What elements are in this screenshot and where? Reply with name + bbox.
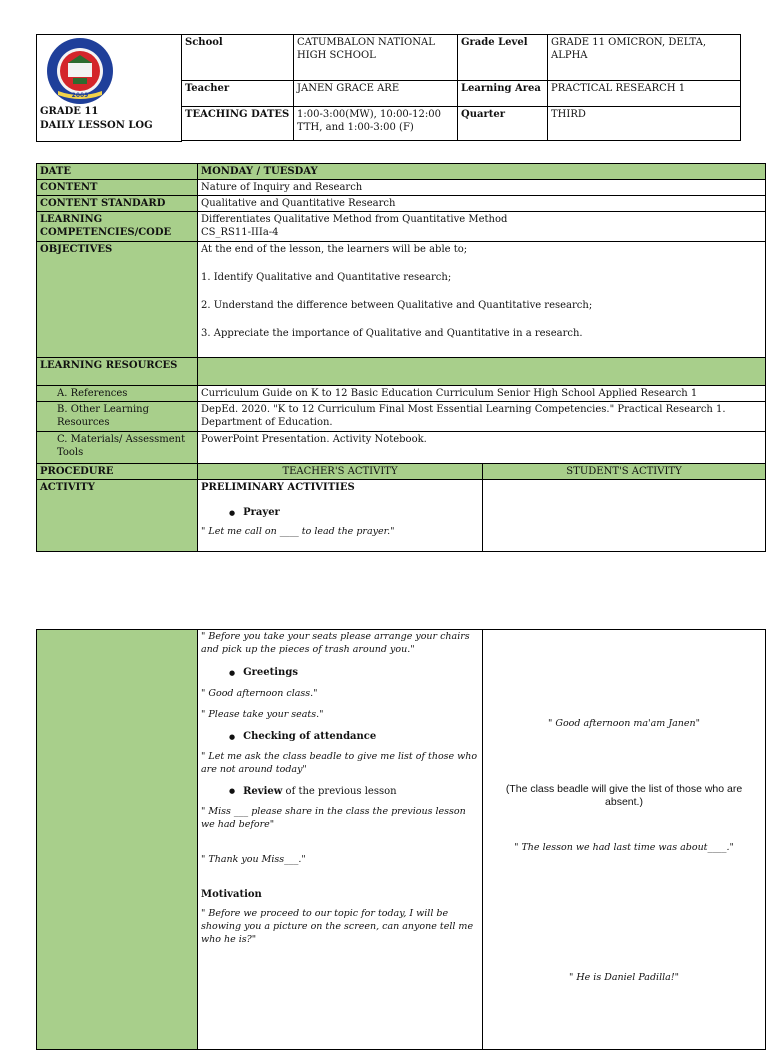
student-attendance-response: (The class beadle will give the list of those who are absent.) (505, 783, 743, 808)
prayer-bullet (201, 506, 479, 519)
objective-2: 2. Understand the difference between Qualitative and Quantitative research; (201, 300, 593, 311)
attendance-quote: " Let me ask the class beadle to give me list of those who are not around today" (201, 751, 478, 775)
grade-level-value: GRADE 11 OMICRON, DELTA, ALPHA (548, 35, 741, 81)
procedure-label: PROCEDURE (37, 464, 198, 480)
logo-year: 2009 (71, 92, 89, 99)
review-label: Review (243, 786, 283, 797)
review-bullet: ● Review of the previous lesson (229, 786, 397, 797)
materials-value: PowerPoint Presentation. Activity Notebook. (198, 432, 766, 464)
good-afternoon-quote: " Good afternoon class." (201, 688, 318, 699)
competency-text: Differentiates Qualitative Method from Quantitative Method (201, 214, 508, 225)
school-value: CATUMBALON NATIONAL HIGH SCHOOL (294, 35, 458, 81)
references-label: A. References (37, 386, 198, 402)
review-quote: " Miss ___ please share in the class the previous lesson we had before" (201, 806, 466, 830)
greetings-bullet (201, 666, 479, 679)
student-review-response: " The lesson we had last time was about____." (514, 842, 734, 853)
arrange-chairs-quote: " Before you take your seats please arrange your chairs and pick up the pieces of trash around you." (201, 631, 470, 655)
continuation-student-cell (483, 630, 766, 1050)
greetings-label: ● Greetings (243, 667, 298, 678)
continuation-label-cell (37, 630, 198, 1050)
prayer-quote: " Let me call on ____ to lead the prayer." (201, 526, 395, 537)
date-value: MONDAY / TUESDAY (198, 164, 766, 180)
school-seal-logo (40, 37, 120, 105)
student-motivation-response: " He is Daniel Padilla!" (568, 972, 680, 983)
quarter-value: THIRD (548, 107, 741, 141)
learning-resources-value (198, 358, 766, 386)
header-info-table (181, 34, 741, 141)
objective-3: 3. Appreciate the importance of Qualitative and Quantitative in a research. (201, 328, 583, 339)
quarter-label: Quarter (458, 107, 548, 141)
other-resources-label: B. Other Learning Resources (37, 402, 198, 432)
lesson-plan-table (36, 163, 766, 552)
other-resources-value: DepEd. 2020. "K to 12 Curriculum Final Most Essential Learning Competencies." Practical Research 1. Department of Education. (198, 402, 766, 432)
continuation-teacher-cell (198, 630, 483, 1050)
prayer-label: ● Prayer (243, 507, 280, 518)
daily-lesson-log-title: DAILY LESSON LOG (40, 120, 153, 131)
competencies-value (198, 212, 766, 242)
review-rest: of the previous lesson (282, 786, 397, 797)
date-label: DATE (37, 164, 198, 180)
content-standard-label: CONTENT STANDARD (37, 196, 198, 212)
objectives-intro: At the end of the lesson, the learners will be able to; (201, 244, 468, 255)
objectives-label: OBJECTIVES (37, 242, 198, 358)
teaching-dates-value: 1:00-3:00(MW), 10:00-12:00 TTH, and 1:00-3:00 (F) (294, 107, 458, 141)
content-value: Nature of Inquiry and Research (198, 180, 766, 196)
thank-you-quote: " Thank you Miss___." (201, 854, 306, 865)
teacher-activity-cell (198, 480, 483, 552)
materials-label: C. Materials/ Assessment Tools (37, 432, 198, 464)
attendance-label: ● Checking of attendance (243, 731, 377, 742)
activity-label: ACTIVITY (37, 480, 198, 552)
header-left-block (36, 34, 182, 142)
objectives-value (198, 242, 766, 358)
objective-1: 1. Identify Qualitative and Quantitative research; (201, 272, 452, 283)
attendance-bullet (201, 730, 479, 743)
references-value: Curriculum Guide on K to 12 Basic Education Curriculum Senior High School Applied Research 1 (198, 386, 766, 402)
grade-level-label: Grade Level (458, 35, 548, 81)
learning-area-value: PRACTICAL RESEARCH 1 (548, 81, 741, 107)
content-label: CONTENT (37, 180, 198, 196)
grade-title: GRADE 11 (40, 106, 99, 117)
content-standard-value: Qualitative and Quantitative Research (198, 196, 766, 212)
learning-area-label: Learning Area (458, 81, 548, 107)
motivation-heading: Motivation (201, 889, 262, 900)
school-label: School (182, 35, 294, 81)
take-seats-quote: " Please take your seats." (201, 709, 324, 720)
preliminary-activities-heading: PRELIMINARY ACTIVITIES (201, 482, 355, 493)
student-activity-header: STUDENT'S ACTIVITY (483, 464, 766, 480)
learning-resources-label: LEARNING RESOURCES (37, 358, 198, 386)
teaching-dates-label: TEACHING DATES (182, 107, 294, 141)
teacher-label: Teacher (182, 81, 294, 107)
competency-code: CS_RS11-IIIa-4 (201, 227, 279, 238)
continuation-table (36, 629, 766, 1050)
teacher-activity-header: TEACHER'S ACTIVITY (198, 464, 483, 480)
student-greeting: " Good afternoon ma'am Janen" (547, 718, 701, 729)
teacher-value: JANEN GRACE ARE (294, 81, 458, 107)
competencies-label: LEARNING COMPETENCIES/CODE (37, 212, 198, 242)
student-activity-cell (483, 480, 766, 552)
motivation-quote: " Before we proceed to our topic for today, I will be showing you a picture on the screen, can anyone tell me who he is?" (201, 908, 474, 945)
